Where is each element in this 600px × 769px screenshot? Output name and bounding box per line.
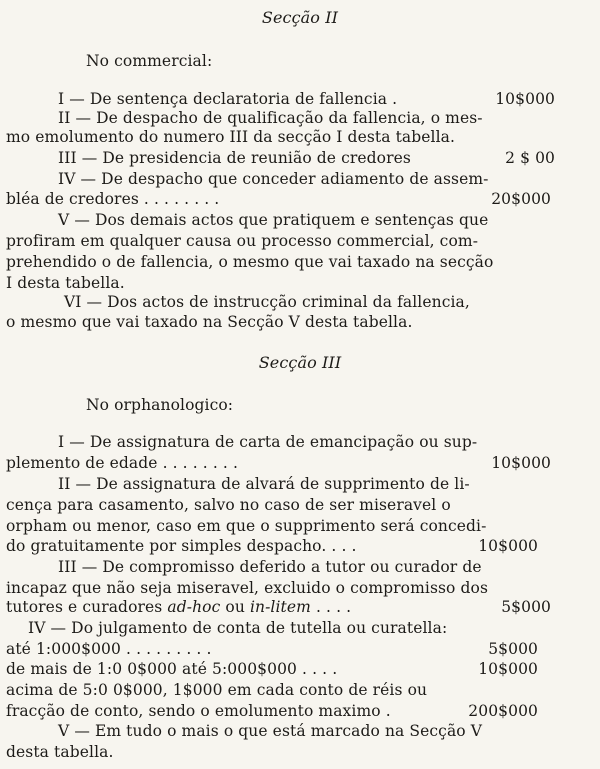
text-line: orpham ou menor, caso em que o supprimento será concedi- bbox=[6, 517, 487, 535]
text-line: VI — Dos actos de instrucção criminal da fallencia, bbox=[64, 293, 470, 311]
text-line: mo emolumento do numero III da secção I desta tabella. bbox=[6, 128, 456, 146]
item-amount: 5$000 bbox=[488, 640, 538, 658]
item-amount: 10$000 bbox=[478, 537, 538, 555]
text-line: V — Dos demais actos que pratiquem e sentenças que bbox=[58, 211, 489, 229]
item-text: até 1:000$000 . . . . . . . . . bbox=[6, 640, 212, 658]
item-line bbox=[6, 702, 538, 721]
item-text-part: ou bbox=[225, 598, 245, 616]
text-line: desta tabella. bbox=[6, 743, 114, 761]
item-text: plemento de edade . . . . . . . . bbox=[6, 454, 238, 472]
item-amount: 200$000 bbox=[468, 702, 538, 720]
latin-term: in-litem bbox=[249, 598, 311, 616]
item-line bbox=[6, 640, 538, 659]
latin-term: ad-hoc bbox=[167, 598, 221, 616]
item-amount: 10$000 bbox=[495, 90, 555, 108]
text-line: IV — De despacho que conceder adiamento de assem- bbox=[58, 170, 489, 188]
item-line bbox=[6, 598, 551, 617]
text-line: profiram em qualquer causa ou processo commercial, com- bbox=[6, 232, 479, 250]
section-intro: No orphanologico: bbox=[86, 396, 234, 414]
text-line: II — De assignatura de alvará de supprimento de li- bbox=[58, 475, 470, 493]
item-line bbox=[6, 454, 551, 473]
item-amount: 2 $ 00 bbox=[505, 149, 555, 167]
text-line: IV — Do julgamento de conta de tutella ou curatella: bbox=[28, 619, 448, 637]
item-text: III — De presidencia de reunião de credores bbox=[58, 149, 411, 167]
item-amount: 20$000 bbox=[491, 190, 551, 208]
item-text-part: tutores e curadores bbox=[6, 598, 163, 616]
text-line: II — De despacho de qualificação da fallencia, o mes- bbox=[58, 109, 483, 127]
item-text bbox=[6, 598, 351, 617]
section-intro: No commercial: bbox=[86, 52, 213, 70]
text-line: o mesmo que vai taxado na Secção V desta tabella. bbox=[6, 313, 413, 331]
item-text: de mais de 1:0 0$000 até 5:000$000 . . . . bbox=[6, 660, 338, 678]
item-text: do gratuitamente por simples despacho. . . . bbox=[6, 537, 357, 555]
item-amount: 10$000 bbox=[491, 454, 551, 472]
item-line bbox=[6, 90, 555, 109]
text-line: acima de 5:0 0$000, 1$000 em cada conto de réis ou bbox=[6, 681, 428, 699]
item-text: I — De sentença declaratoria de fallencia . bbox=[58, 90, 398, 108]
text-line: incapaz que não seja miseravel, excluido o compromisso dos bbox=[6, 579, 489, 597]
item-amount: 5$000 bbox=[501, 598, 551, 616]
item-line bbox=[6, 149, 555, 168]
leader-dots: . . . . bbox=[315, 598, 352, 616]
text-line: I desta tabella. bbox=[6, 274, 125, 292]
section-heading: Secção III bbox=[258, 353, 342, 372]
text-line: prehendido o de fallencia, o mesmo que vai taxado na secção bbox=[6, 253, 494, 271]
text-line: cença para casamento, salvo no caso de ser miseravel o bbox=[6, 496, 451, 514]
item-line bbox=[6, 537, 538, 556]
item-amount: 10$000 bbox=[478, 660, 538, 678]
item-line bbox=[6, 190, 551, 209]
text-line: V — Em tudo o mais o que está marcado na Secção V bbox=[58, 722, 483, 740]
text-line: I — De assignatura de carta de emancipação ou sup- bbox=[58, 433, 478, 451]
item-text: fracção de conto, sendo o emolumento maximo . bbox=[6, 702, 391, 720]
item-text: bléa de credores . . . . . . . . bbox=[6, 190, 220, 208]
item-line bbox=[6, 660, 538, 679]
section-heading: Secção II bbox=[261, 8, 339, 27]
text-line: III — De compromisso deferido a tutor ou curador de bbox=[58, 558, 482, 576]
